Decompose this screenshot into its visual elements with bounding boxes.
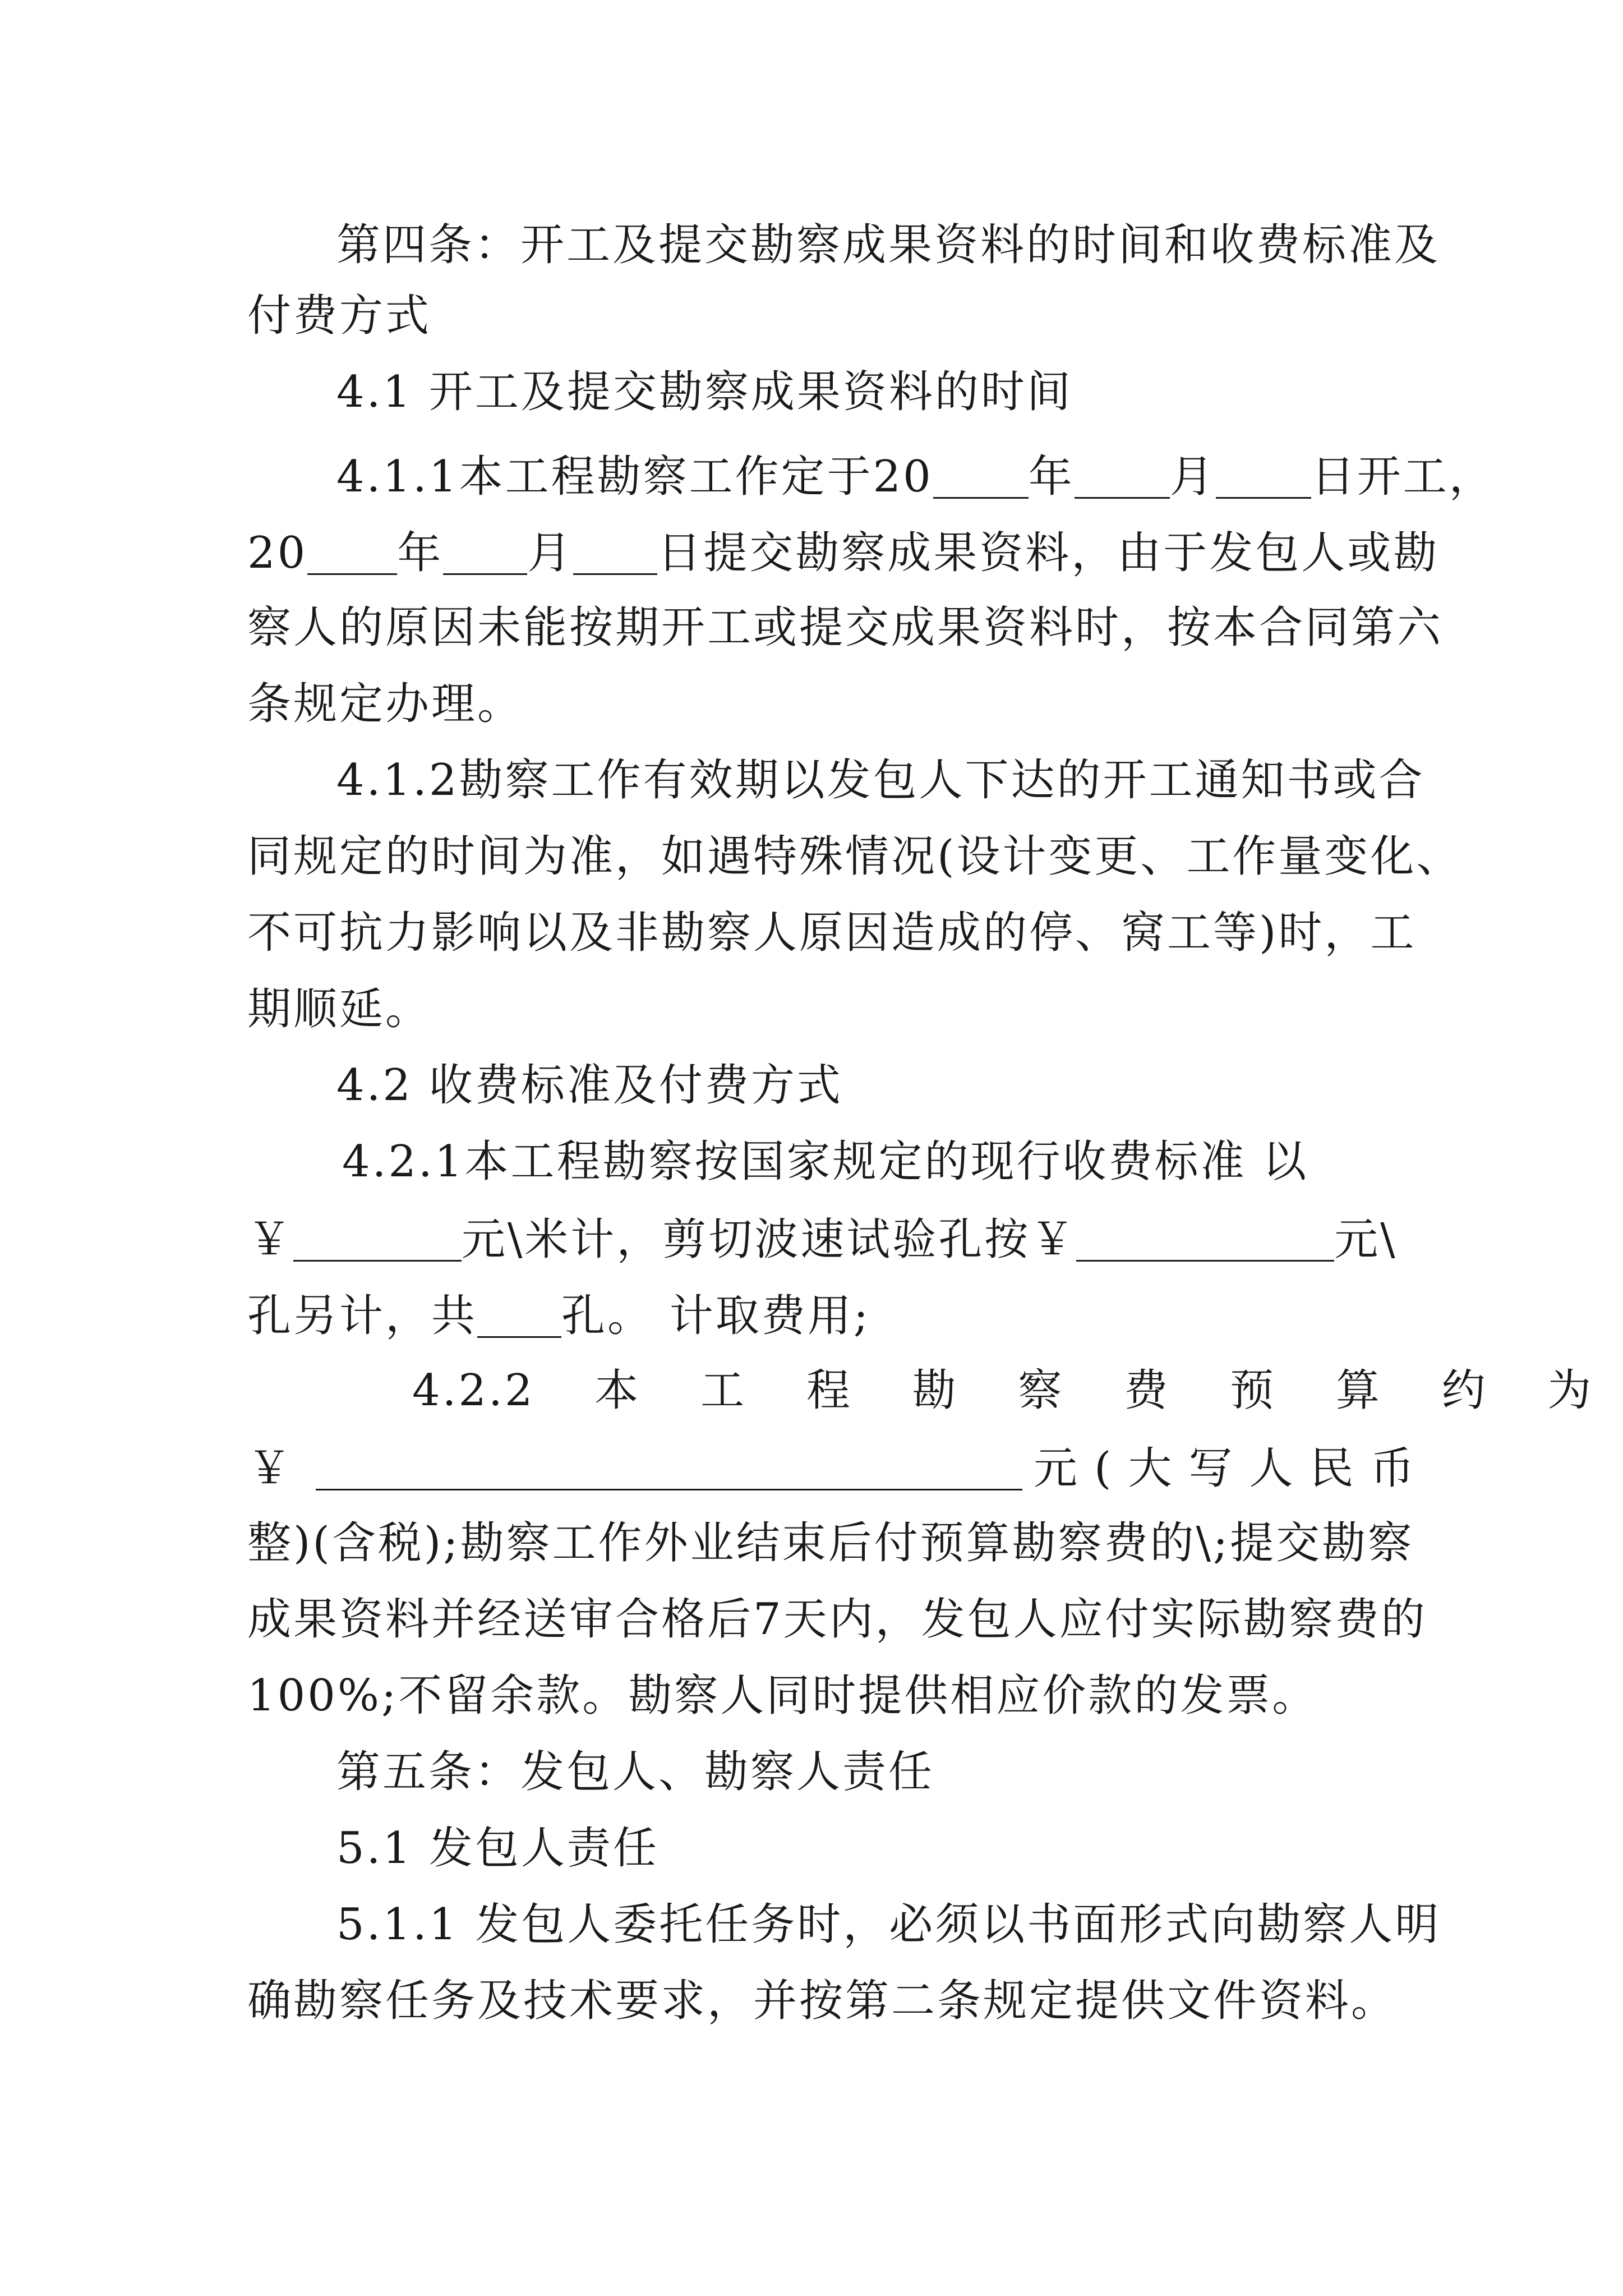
clause-4-1-2-line3: 不可抗力影响以及非勘察人原因造成的停、窝工等)时，工 <box>247 908 1417 958</box>
clause-5-1-1-line2: 确勘察任务及技术要求，并按第二条规定提供文件资料。 <box>247 1976 1398 2026</box>
clause-4-2-2-line3: 整)(含税);勘察工作外业结束后付预算勘察费的\;提交勘察 <box>247 1518 1414 1568</box>
section-5-1-heading: 5.1 发包人责任 <box>336 1823 659 1874</box>
clause-5-1-1-line1: 5.1.1 发包人委托任务时，必须以书面形式向勘察人明 <box>336 1899 1441 1950</box>
clause-4-1-2-line4: 期顺延。 <box>247 984 432 1034</box>
clause-4-1-1-line2: 20 年 月 日提交勘察成果资料，由于发包人或勘 <box>247 528 1440 578</box>
article-5-heading: 第五条：发包人、勘察人责任 <box>336 1747 935 1797</box>
clause-4-1-1-line4: 条规定办理。 <box>247 679 524 729</box>
article-4-heading-cont: 付费方式 <box>247 291 432 341</box>
clause-4-2-2-line4: 成果资料并经送审合格后7天内，发包人应付实际勘察费的 <box>247 1594 1427 1645</box>
section-4-1-heading: 4.1 开工及提交勘察成果资料的时间 <box>336 367 1073 417</box>
clause-4-2-2-line2: ￥ 元(大写人民币 <box>247 1443 1431 1494</box>
section-4-2-heading: 4.2 收费标准及付费方式 <box>336 1060 843 1111</box>
clause-4-2-1-line1: 4.2.1本工程勘察按国家规定的现行收费标准 以 <box>342 1137 1309 1187</box>
clause-4-2-2-line5: 100%;不留余款。勘察人同时提供相应价款的发票。 <box>247 1671 1318 1721</box>
clause-4-2-1-line2: ￥ 元\米计，剪切波速试验孔按￥ 元\ <box>247 1214 1398 1265</box>
clause-4-1-2-line1: 4.1.2勘察工作有效期以发包人下达的开工通知书或合 <box>336 755 1425 806</box>
clause-4-2-1-line3: 孔另计，共 孔。 计取费用; <box>247 1291 871 1341</box>
clause-4-1-2-line2: 同规定的时间为准，如遇特殊情况(设计变更、工作量变化、 <box>247 831 1463 882</box>
clause-4-2-2-line1: 4.2.2 本 工 程 勘 察 费 预 算 约 为 <box>412 1365 1594 1416</box>
clause-4-1-1-line3: 察人的原因未能按期开工或提交成果资料时，按本合同第六 <box>247 602 1444 653</box>
article-4-heading: 第四条：开工及提交勘察成果资料的时间和收费标准及 <box>336 220 1441 270</box>
clause-4-1-1-line1: 4.1.1本工程勘察工作定于20 年 月 日开工， <box>336 452 1495 502</box>
